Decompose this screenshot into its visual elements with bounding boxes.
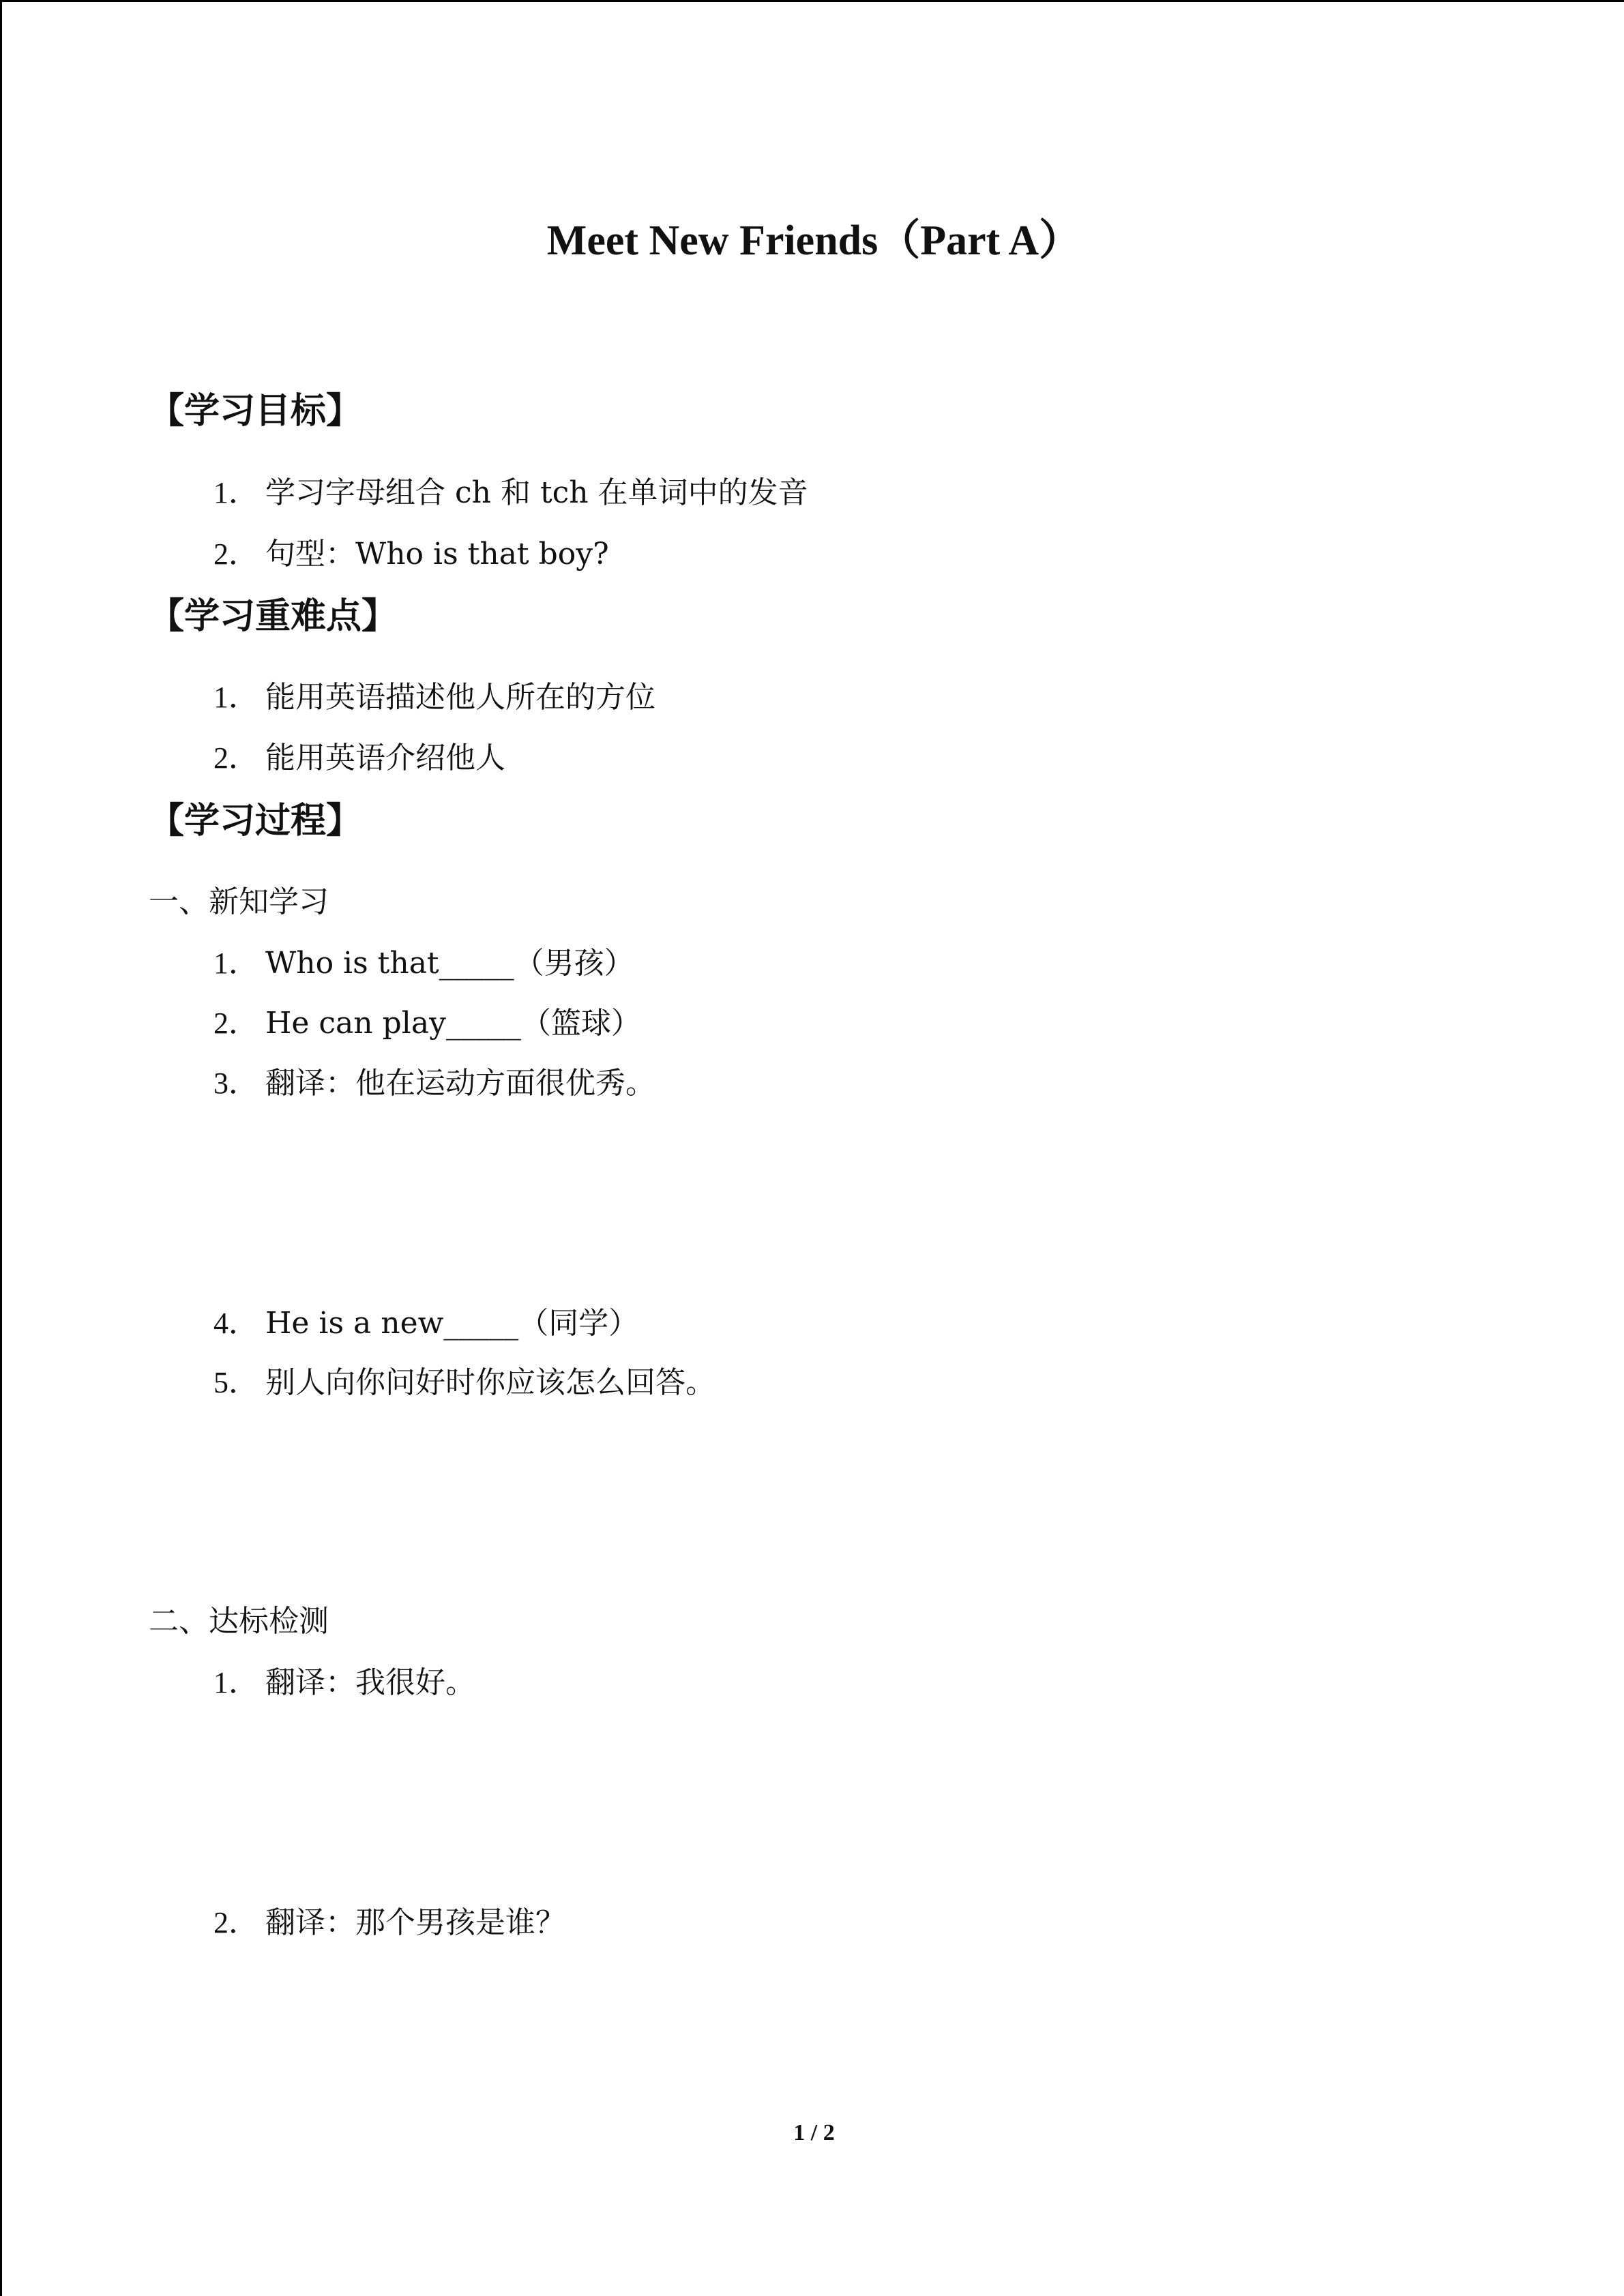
item-number: 4． [213, 1307, 259, 1340]
exercise-item-5 [213, 1362, 715, 1403]
item-number: 1． [213, 946, 259, 980]
item-text: Who is that_____（男孩） [265, 946, 634, 981]
objectives-heading: 【学习目标】 [149, 391, 362, 432]
item-number: 3． [213, 1067, 259, 1100]
exercise-item-4 [213, 1303, 638, 1344]
exercise-item-3 [213, 1063, 655, 1104]
item-number: 1． [213, 681, 259, 714]
item-text: 学习字母组合 ch 和 tch 在单词中的发音 [265, 475, 808, 510]
item-number: 1． [213, 1666, 259, 1699]
key-point-item-2 [213, 738, 505, 779]
item-text: 句型：Who is that boy? [265, 537, 609, 571]
section-assessment: 二、达标检测 [149, 1604, 329, 1639]
item-text: 翻译：那个男孩是谁？ [265, 1905, 565, 1940]
key-points-heading: 【学习重难点】 [149, 596, 398, 637]
item-text: 翻译：我很好。 [265, 1665, 475, 1700]
item-text: He is a new_____（同学） [265, 1306, 639, 1341]
objective-item-1 [213, 473, 808, 513]
section-new-knowledge: 一、新知学习 [149, 884, 329, 919]
assessment-item-2 [213, 1903, 565, 1943]
item-text: He can play_____（篮球） [265, 1006, 641, 1041]
page-number: 1 / 2 [793, 2120, 835, 2145]
exercise-item-2 [213, 1003, 641, 1044]
item-number: 2． [213, 1007, 259, 1040]
item-text: 翻译：他在运动方面很优秀。 [265, 1066, 655, 1101]
objective-item-2 [213, 534, 609, 575]
exercise-item-1 [213, 943, 634, 984]
item-text: 能用英语描述他人所在的方位 [265, 680, 655, 715]
process-heading: 【学习过程】 [149, 801, 362, 841]
item-number: 2． [213, 537, 259, 571]
item-text: 别人向你问好时你应该怎么回答。 [265, 1365, 715, 1400]
document-title: Meet New Friends（Part A） [546, 218, 1082, 264]
item-number: 2． [213, 741, 259, 775]
item-number: 1． [213, 476, 259, 509]
key-point-item-1 [213, 677, 655, 718]
item-number: 2． [213, 1906, 259, 1939]
item-number: 5． [213, 1366, 259, 1399]
item-text: 能用英语介绍他人 [265, 741, 505, 775]
assessment-item-1 [213, 1663, 475, 1703]
